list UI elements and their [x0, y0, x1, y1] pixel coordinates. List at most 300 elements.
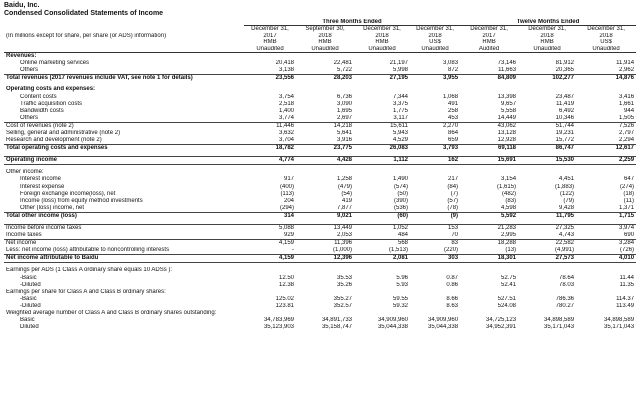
row-value: 524.08 — [497, 302, 517, 309]
row-value: 35,158,747 — [321, 324, 352, 331]
statement-row — [4, 122, 636, 130]
row-value: 2,995 — [501, 232, 517, 239]
row-value: 15,691 — [460, 157, 518, 165]
row-value — [460, 53, 518, 61]
row-value: 4,159 — [244, 240, 296, 248]
row-value: 13,449 — [296, 225, 354, 233]
row-value: 8.66 — [446, 295, 459, 302]
row-value: 12.50 — [278, 274, 294, 281]
row-value: 59.55 — [392, 295, 408, 302]
group-header-three-months: Three Months Ended — [244, 19, 460, 26]
row-value — [296, 289, 354, 296]
statement-row — [4, 324, 636, 331]
row-label: Other (loss) income, net — [20, 204, 85, 211]
row-value: 35.26 — [336, 281, 352, 288]
row-value: 864 — [448, 129, 459, 136]
column-currency: US$ — [600, 39, 612, 46]
row-value: 8.63 — [446, 302, 459, 309]
row-value: 4,010 — [576, 255, 636, 263]
column-status: Unaudited — [354, 46, 410, 53]
row-value — [244, 53, 296, 61]
row-value: 14,449 — [497, 114, 517, 121]
column-currency: RMB — [482, 39, 496, 46]
row-value — [518, 267, 576, 274]
row-value: 13,398 — [497, 93, 517, 100]
row-value: 1,695 — [336, 107, 352, 114]
row-value: 3,083 — [443, 60, 459, 67]
row-label: -Diluted — [20, 302, 41, 309]
row-value: 34,783,969 — [263, 317, 294, 324]
row-value: (726) — [620, 247, 635, 254]
row-value: (9) — [410, 212, 460, 220]
row-value — [296, 86, 354, 93]
row-value — [354, 267, 410, 274]
row-value — [296, 53, 354, 61]
row-value: 52.75 — [501, 274, 517, 281]
row-label: Other income: — [6, 169, 44, 176]
row-value: 5,592 — [460, 212, 518, 220]
row-value: 6,492 — [559, 107, 575, 114]
row-value: 1,112 — [354, 157, 410, 165]
row-value: 1,661 — [619, 100, 635, 107]
row-value: 2,053 — [336, 232, 352, 239]
row-value: 1,715 — [576, 212, 636, 220]
row-value: (122) — [560, 190, 575, 197]
row-value: 4,774 — [244, 157, 296, 165]
row-value — [410, 310, 460, 317]
row-label: -Basic — [20, 274, 37, 281]
statement-row — [4, 198, 636, 205]
row-value: 2,518 — [278, 100, 294, 107]
row-label: Interest income — [20, 176, 62, 183]
row-value: 28,203 — [296, 75, 354, 83]
row-value: 3,754 — [278, 93, 294, 100]
row-value: (294) — [279, 204, 294, 211]
row-value: (13) — [505, 247, 517, 254]
row-value: 34,909,960 — [428, 317, 459, 324]
row-value: 35,044,338 — [428, 324, 459, 331]
row-value: (482) — [502, 190, 517, 197]
row-value: (79) — [563, 197, 575, 204]
row-value: 35,171,043 — [604, 324, 635, 331]
row-value: 4,428 — [296, 157, 354, 165]
column-date: December 31, — [251, 26, 289, 33]
row-value: 0.86 — [446, 281, 459, 288]
row-value: - — [292, 247, 294, 254]
column-status: Unaudited — [296, 46, 354, 53]
row-value: 18,288 — [460, 240, 518, 248]
row-value: 355.27 — [333, 295, 352, 302]
row-value: 7,526 — [576, 122, 636, 130]
statement-row — [4, 86, 636, 93]
statement-row — [4, 303, 636, 310]
statement-row — [4, 101, 636, 108]
row-value: 1,068 — [443, 93, 459, 100]
column-year: 2018 — [428, 32, 442, 39]
row-value: 1,505 — [619, 114, 635, 121]
units-note: (In millions except for share, per share (or ADS) information) — [6, 32, 167, 39]
group-header-twelve-months: Twelve Months Ended — [460, 19, 636, 26]
row-value: 3,117 — [393, 114, 408, 121]
row-value: (220) — [444, 247, 459, 254]
row-value: 14,876 — [576, 75, 636, 83]
row-value: (274) — [620, 183, 635, 190]
row-value: 6,736 — [336, 93, 352, 100]
row-value: 314 — [244, 212, 296, 220]
row-value: 15,611 — [354, 122, 410, 130]
row-value: 10,346 — [555, 114, 575, 121]
row-value: 5,088 — [244, 225, 296, 233]
row-value: 917 — [283, 176, 294, 183]
row-value: (1,615) — [497, 183, 517, 190]
row-value: 23,487 — [555, 93, 575, 100]
row-value: 568 — [354, 240, 410, 248]
row-value — [576, 289, 636, 296]
row-value: 11,914 — [616, 60, 635, 67]
row-value: 35,171,043 — [544, 324, 575, 331]
row-value: 13,128 — [497, 129, 517, 136]
row-value: 26,083 — [354, 145, 410, 153]
row-value: (536) — [393, 204, 408, 211]
statement-row — [4, 282, 636, 289]
row-value: (1,000) — [332, 247, 352, 254]
row-label: -Diluted — [20, 281, 41, 288]
statement-row — [4, 255, 636, 263]
statement-row — [4, 247, 636, 255]
column-year: 2017 — [482, 32, 496, 39]
row-value: (390) — [393, 197, 408, 204]
row-label: Traffic acquisition costs — [20, 100, 83, 107]
row-value: 5.96 — [396, 274, 408, 281]
row-value: 4,451 — [559, 176, 575, 183]
row-label: Cost of revenues (note 2) — [4, 122, 244, 130]
row-value: 11,446 — [244, 122, 296, 130]
statement-row — [4, 94, 636, 101]
row-value: 69,118 — [460, 145, 518, 153]
row-value: 419 — [341, 197, 352, 204]
statement-row — [4, 289, 636, 296]
row-value — [518, 53, 576, 61]
row-value: (83) — [505, 197, 517, 204]
row-value — [576, 169, 636, 176]
row-value: (479) — [337, 183, 352, 190]
row-value: 78.64 — [559, 274, 575, 281]
row-label: Operating costs and expenses: — [6, 86, 96, 93]
row-value — [410, 53, 460, 61]
row-value: 780.27 — [555, 302, 575, 309]
row-value: 22,481 — [333, 60, 352, 67]
row-value: 7,344 — [392, 93, 408, 100]
row-value — [244, 267, 296, 274]
row-label: Earnings per share for Class A and Class B ordinary shares: — [6, 288, 166, 295]
row-value: 83 — [410, 240, 460, 248]
row-label: Bandwidth costs — [20, 107, 64, 114]
row-value: 11,663 — [498, 67, 517, 74]
row-value: 81,912 — [555, 60, 575, 67]
statement-row — [4, 240, 636, 248]
row-value: 3,154 — [501, 176, 517, 183]
row-value — [244, 310, 296, 317]
row-value: 86,747 — [518, 145, 576, 153]
row-value — [296, 310, 354, 317]
statement-row — [4, 232, 636, 240]
statement-row — [4, 67, 636, 75]
row-label: Income (loss) from equity method investments — [20, 197, 143, 204]
row-label: Others — [20, 114, 39, 121]
row-value: 303 — [410, 255, 460, 263]
column-year: 2018 — [318, 32, 332, 39]
row-value: 114.37 — [616, 295, 635, 302]
row-value: 2,081 — [354, 255, 410, 263]
row-value: 23,556 — [244, 75, 296, 83]
company-name: Baidu, Inc. — [4, 2, 40, 9]
column-date: December 31, — [587, 26, 625, 33]
row-label: -Basic — [20, 295, 37, 302]
row-value: 4,159 — [244, 255, 296, 263]
row-value: 5,943 — [392, 129, 408, 136]
row-label: Weighted average number of Class A and Class B ordinary shares outstanding: — [6, 310, 217, 317]
row-value: 5,558 — [501, 107, 517, 114]
row-value — [244, 169, 296, 176]
row-value: 2,270 — [410, 122, 460, 130]
statement-row — [4, 137, 636, 145]
statement-row — [4, 145, 636, 153]
row-value — [354, 86, 410, 93]
row-label: Research and development (note 2) — [6, 137, 102, 144]
row-value: 22,582 — [518, 240, 576, 248]
statement-title: Condensed Consolidated Statements of Income — [4, 10, 164, 17]
row-value: 14,218 — [296, 122, 354, 130]
row-value: 4,743 — [559, 232, 575, 239]
row-value: 3,774 — [278, 114, 294, 121]
column-status: Unaudited — [244, 46, 296, 53]
row-value: 153 — [410, 225, 460, 233]
row-value — [460, 267, 518, 274]
row-value — [460, 169, 518, 176]
row-value: (113) — [280, 190, 294, 197]
row-value: 1,775 — [392, 107, 408, 114]
row-value: 5,998 — [392, 67, 408, 74]
row-value: 9,021 — [296, 212, 354, 220]
column-status: Unaudited — [576, 46, 636, 53]
row-label: Operating income — [4, 157, 244, 165]
row-value: 659 — [448, 137, 459, 144]
row-value: (1,883) — [555, 183, 575, 190]
row-value: 34,725,123 — [486, 317, 517, 324]
column-date: December 31, — [528, 26, 566, 33]
row-value: 52.41 — [501, 281, 517, 288]
row-value: 34,909,960 — [377, 317, 408, 324]
row-value: 15,530 — [518, 157, 576, 165]
statement-body — [4, 53, 636, 332]
statement-row — [4, 108, 636, 115]
row-value: 491 — [448, 100, 459, 107]
row-value: 484 — [397, 232, 408, 239]
row-label: Earnings per ADS (1 Class A ordinary share equals 10 ADSs ): — [6, 267, 173, 274]
row-value — [354, 169, 410, 176]
row-value: 3,916 — [336, 137, 352, 144]
row-label: Income taxes — [6, 232, 42, 239]
column-date: September 30, — [305, 26, 345, 33]
statement-row — [4, 184, 636, 191]
row-value — [244, 289, 296, 296]
row-value: (574) — [393, 183, 408, 190]
row-value — [354, 289, 410, 296]
column-year: 2018 — [540, 32, 554, 39]
row-value — [354, 53, 410, 61]
row-value: 453 — [448, 114, 459, 121]
row-value: 4,598 — [501, 204, 517, 211]
row-value — [518, 169, 576, 176]
row-value: 78.03 — [559, 281, 575, 288]
row-value — [576, 86, 636, 93]
row-value — [244, 86, 296, 93]
row-value: 3,974 — [576, 225, 636, 233]
row-value: 11,396 — [296, 240, 354, 248]
row-value: 204 — [283, 197, 294, 204]
row-value: 352.57 — [333, 302, 352, 309]
row-label: Online marketing services — [20, 60, 90, 67]
row-value: 70 — [451, 232, 459, 239]
row-label: Foreign exchange income(loss), net — [20, 190, 116, 197]
row-value: 3,632 — [278, 129, 294, 136]
row-value: 12,396 — [296, 255, 354, 263]
row-value — [518, 310, 576, 317]
row-value: (78) — [447, 204, 459, 211]
column-date-row — [4, 26, 636, 33]
row-value: 3,375 — [392, 100, 408, 107]
column-year: 2017 — [263, 32, 277, 39]
row-value: 1,490 — [392, 176, 408, 183]
column-currency: RMB — [375, 39, 389, 46]
row-label: Total other income (loss) — [4, 212, 244, 220]
statement-row — [4, 130, 636, 137]
row-label: Net income — [4, 240, 244, 248]
row-value: 7,877 — [336, 204, 352, 211]
row-value: 1,400 — [278, 107, 294, 114]
row-value: 2,294 — [619, 137, 635, 144]
row-value: 786.36 — [555, 295, 575, 302]
row-value — [576, 310, 636, 317]
row-value — [410, 169, 460, 176]
statement-row — [4, 212, 636, 220]
row-value: 9,428 — [559, 204, 575, 211]
row-value: 5,641 — [336, 129, 352, 136]
row-label: Basic — [20, 317, 35, 324]
row-value: 5,722 — [336, 67, 352, 74]
row-value — [296, 169, 354, 176]
column-currency: US$ — [429, 39, 441, 46]
statement-row — [4, 267, 636, 274]
row-value: 872 — [448, 67, 459, 74]
row-value — [354, 310, 410, 317]
statement-row — [4, 296, 636, 303]
row-value: 15,772 — [555, 137, 575, 144]
row-value: 4,529 — [392, 137, 408, 144]
row-value: 11,795 — [518, 212, 576, 220]
row-value: 3,704 — [278, 137, 294, 144]
row-value: 21,197 — [389, 60, 408, 67]
row-value: 3,793 — [410, 145, 460, 153]
column-currency: RMB — [263, 39, 277, 46]
row-value: 59.32 — [392, 302, 408, 309]
row-value: 3,284 — [576, 240, 636, 248]
row-label: Selling, general and administrative (note 2) — [6, 129, 121, 136]
row-value: (18) — [623, 190, 635, 197]
row-value: 35,044,338 — [377, 324, 408, 331]
column-status: Unaudited — [410, 46, 460, 53]
row-value: 19,231 — [555, 129, 575, 136]
row-value: 35,123,903 — [263, 324, 294, 331]
statement-row — [4, 75, 636, 83]
statement-row — [4, 115, 636, 123]
statement-row — [4, 60, 636, 67]
column-year: 2018 — [375, 32, 389, 39]
statement-row — [4, 191, 636, 198]
row-value: (54) — [341, 190, 352, 197]
row-label: Others — [20, 67, 39, 74]
row-value: 12,617 — [576, 145, 636, 153]
row-value: 18,301 — [460, 255, 518, 263]
row-value — [410, 289, 460, 296]
column-status: Unaudited — [518, 46, 576, 53]
row-label: Interest expense — [20, 183, 65, 190]
row-value: 34,891,733 — [321, 317, 352, 324]
row-value — [576, 53, 636, 61]
row-value: 123.81 — [275, 302, 294, 309]
row-value: 73,146 — [497, 60, 517, 67]
row-value: 21,283 — [460, 225, 518, 233]
row-value: 217 — [448, 176, 459, 183]
statement-row — [4, 176, 636, 183]
row-value: 3,138 — [278, 67, 294, 74]
column-date: December 31, — [416, 26, 454, 33]
row-value: 690 — [624, 232, 635, 239]
statement-row — [4, 317, 636, 324]
row-value: 43,062 — [460, 122, 518, 130]
row-value: 11.44 — [619, 274, 635, 281]
period-group-row — [4, 19, 636, 26]
column-status: Audited — [460, 46, 518, 53]
row-value: 647 — [624, 176, 635, 183]
row-value: 2,797 — [619, 129, 635, 136]
row-value: 0.87 — [446, 274, 459, 281]
row-value: 3,090 — [336, 100, 352, 107]
row-value: (1,513) — [388, 247, 408, 254]
row-value: 11,419 — [556, 100, 575, 107]
row-value: 527.51 — [497, 295, 517, 302]
row-value: 113.49 — [616, 302, 635, 309]
row-value — [576, 267, 636, 274]
row-value: 27,195 — [354, 75, 410, 83]
row-value: (57) — [447, 197, 459, 204]
row-value: 3,416 — [619, 93, 635, 100]
row-label: Content costs — [20, 93, 57, 100]
row-value: 944 — [624, 107, 635, 114]
row-value: (50) — [397, 190, 408, 197]
row-value: 2,259 — [576, 157, 636, 165]
row-value — [460, 86, 518, 93]
row-value: 125.02 — [275, 295, 294, 302]
column-currency: RMB — [318, 39, 332, 46]
row-value: 84,809 — [460, 75, 518, 83]
row-value — [460, 289, 518, 296]
statement-row — [4, 205, 636, 213]
row-value: 102,277 — [518, 75, 576, 83]
row-value: (400) — [279, 183, 294, 190]
row-value: 27,325 — [518, 225, 576, 233]
row-value: 11.35 — [619, 281, 635, 288]
